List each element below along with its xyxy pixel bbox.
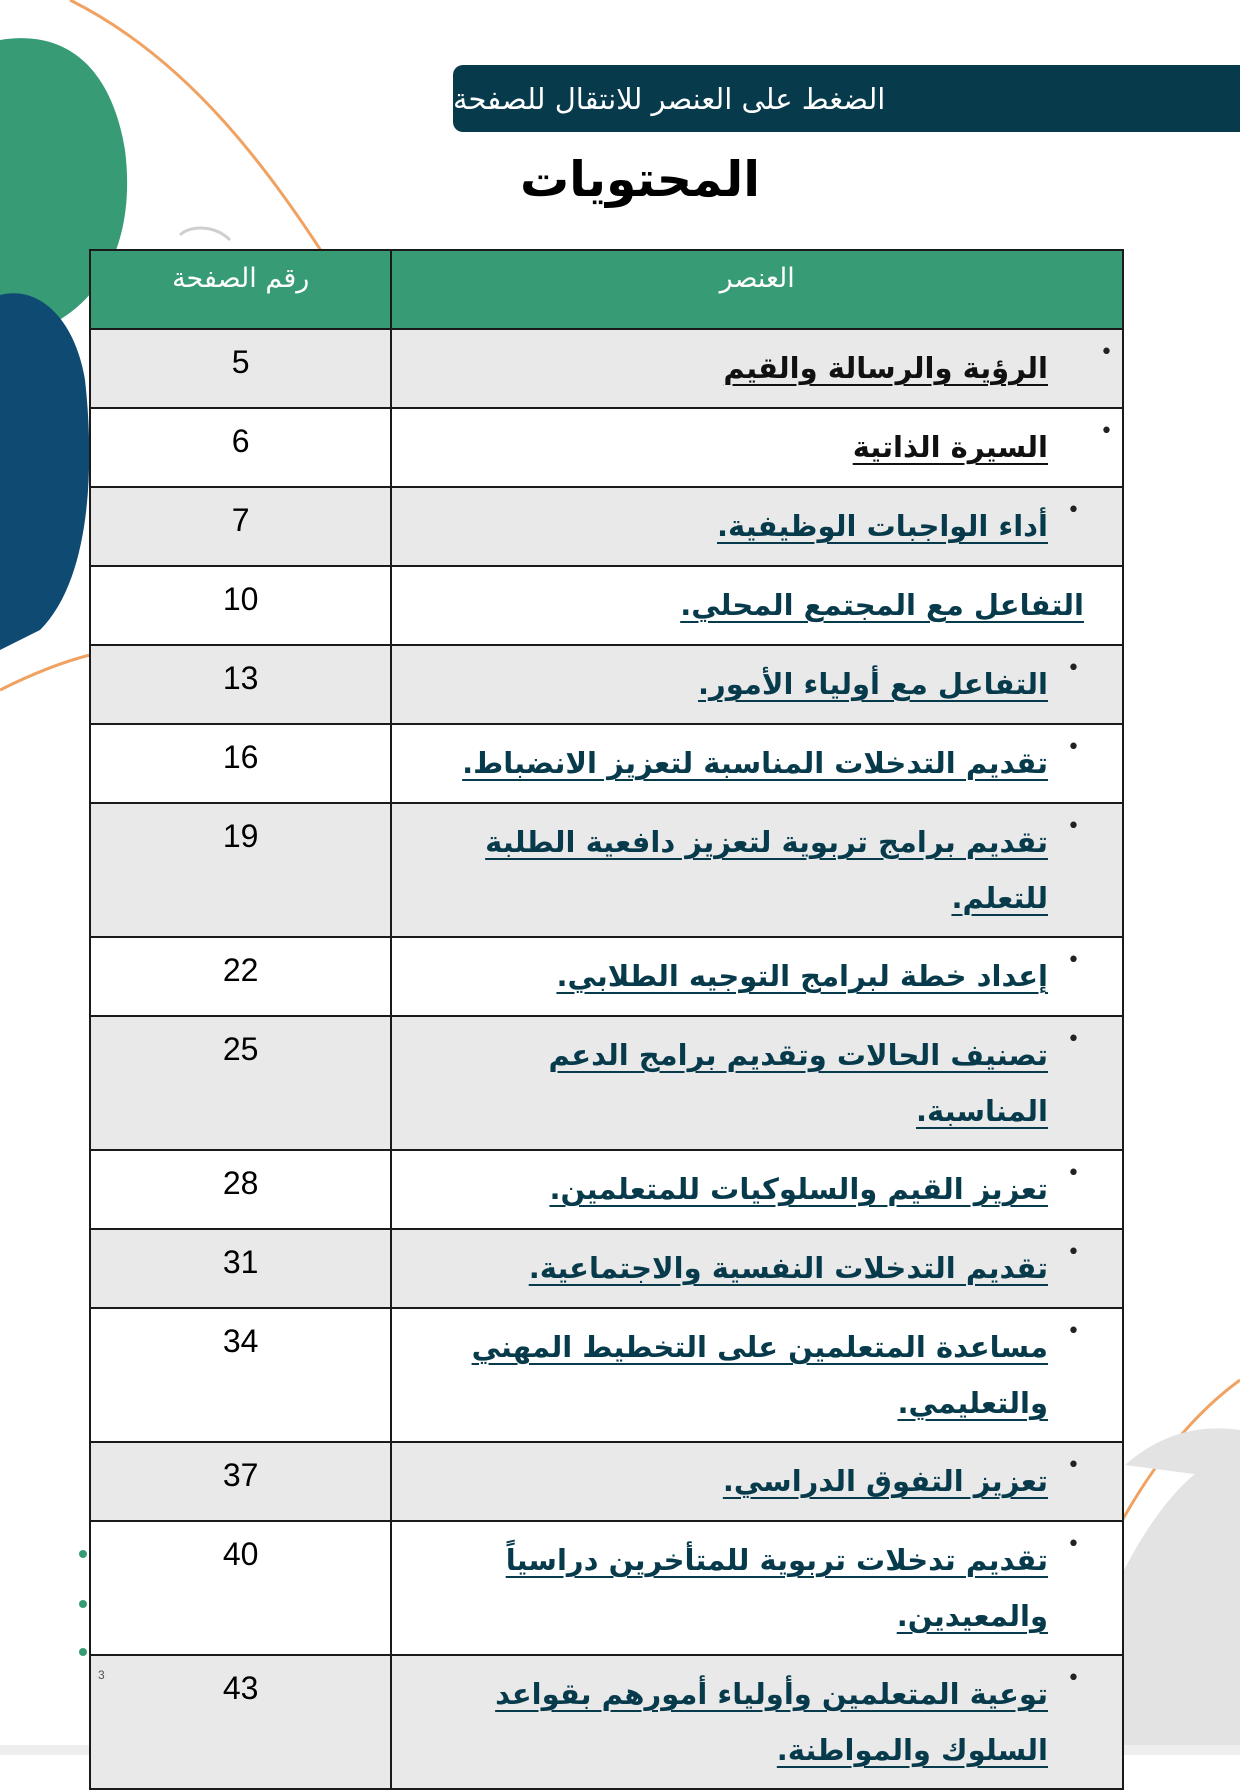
toc-entry-link[interactable] (432, 735, 1048, 791)
table-row (90, 1308, 1123, 1442)
bullet-icon: • (1067, 735, 1080, 760)
table-row (90, 1229, 1123, 1308)
toc-entry-label: الرؤية والرسالة والقيم (723, 351, 1048, 385)
toc-entry-link[interactable] (432, 419, 1048, 475)
toc-item-cell (391, 566, 1123, 645)
table-row (90, 566, 1123, 645)
table-of-contents (89, 249, 1124, 1790)
bullet-icon: • (1067, 656, 1080, 681)
bullet-icon: • (1100, 419, 1113, 444)
toc-entry-link[interactable] (432, 948, 1048, 1004)
navigation-hint-text: الضغط على العنصر للانتقال للصفحة (453, 81, 886, 116)
toc-item-cell (391, 1229, 1123, 1308)
toc-page-number[interactable]: 25 (90, 1016, 391, 1150)
toc-entry-label: تقديم تدخلات تربوية للمتأخرين دراسياً والمعيدين. (505, 1543, 1048, 1633)
table-row (90, 1655, 1123, 1789)
toc-entry (432, 814, 1080, 926)
toc-page-number[interactable]: 5 (90, 329, 391, 408)
toc-entry-label: التفاعل مع المجتمع المحلي. (680, 588, 1084, 622)
toc-entry-link[interactable] (432, 577, 1084, 633)
table-row (90, 937, 1123, 1016)
toc-entry (432, 498, 1080, 554)
toc-entry-label: تقديم التدخلات النفسية والاجتماعية. (528, 1251, 1048, 1285)
table-row (90, 1150, 1123, 1229)
toc-entry (432, 419, 1113, 475)
bullet-icon: • (1067, 1240, 1080, 1265)
toc-item-cell (391, 1655, 1123, 1789)
toc-entry-link[interactable] (432, 656, 1048, 712)
toc-entry-link[interactable] (432, 1532, 1048, 1644)
bullet-icon: • (1067, 498, 1080, 523)
bullet-icon: • (1067, 814, 1080, 839)
toc-entry-link[interactable] (432, 1453, 1048, 1509)
toc-item-cell (391, 487, 1123, 566)
header-item: العنصر (391, 250, 1123, 329)
toc-entry-label: أداء الواجبات الوظيفية. (717, 509, 1048, 543)
toc-item-cell (391, 1308, 1123, 1442)
toc-entry (432, 340, 1113, 396)
toc-item-cell (391, 1521, 1123, 1655)
header-page-number: رقم الصفحة (90, 250, 391, 329)
toc-entry (432, 1532, 1080, 1644)
toc-entry (432, 656, 1080, 712)
toc-entry-label: توعية المتعلمين وأولياء أمورهم بقواعد السلوك والمواطنة. (495, 1677, 1048, 1767)
toc-entry (432, 735, 1080, 791)
toc-item-cell (391, 1016, 1123, 1150)
bullet-icon: • (1067, 948, 1080, 973)
bullet-icon: • (1067, 1161, 1080, 1186)
toc-page-number[interactable]: 13 (90, 645, 391, 724)
bullet-icon: • (1067, 1453, 1080, 1478)
toc-entry (432, 948, 1080, 1004)
bullet-icon: • (1067, 1666, 1080, 1691)
toc-entry (432, 1666, 1080, 1778)
toc-page-number[interactable]: 16 (90, 724, 391, 803)
toc-entry-link[interactable] (432, 1666, 1048, 1778)
toc-item-cell (391, 724, 1123, 803)
bullet-icon: • (1100, 340, 1113, 365)
table-row (90, 329, 1123, 408)
toc-item-cell (391, 329, 1123, 408)
table-row (90, 408, 1123, 487)
toc-entry (432, 1453, 1080, 1509)
toc-entry-link[interactable] (432, 1161, 1048, 1217)
toc-page-number[interactable]: 10 (90, 566, 391, 645)
toc-page-number[interactable]: 40 (90, 1521, 391, 1655)
toc-body (90, 329, 1123, 1789)
toc-entry (432, 1240, 1080, 1296)
toc-entry-label: تقديم التدخلات المناسبة لتعزيز الانضباط. (462, 746, 1048, 780)
table-row (90, 1016, 1123, 1150)
toc-entry (432, 1027, 1080, 1139)
toc-entry-label: مساعدة المتعلمين على التخطيط المهني والتعليمي. (471, 1330, 1048, 1420)
table-row (90, 645, 1123, 724)
navigation-hint-banner (453, 65, 1240, 132)
bullet-icon: • (1067, 1027, 1080, 1052)
toc-entry (432, 577, 1084, 633)
toc-page-number[interactable]: 19 (90, 803, 391, 937)
toc-item-cell (391, 408, 1123, 487)
toc-page-number[interactable]: 7 (90, 487, 391, 566)
bullet-icon: • (1067, 1532, 1080, 1557)
table-row (90, 1442, 1123, 1521)
toc-page-number[interactable]: 43 (90, 1655, 391, 1789)
toc-page-number[interactable]: 34 (90, 1308, 391, 1442)
table-row (90, 1521, 1123, 1655)
page-number: 3 (98, 1668, 105, 1682)
table-row (90, 487, 1123, 566)
toc-entry-link[interactable] (432, 1319, 1048, 1431)
toc-item-cell (391, 645, 1123, 724)
table-row (90, 803, 1123, 937)
bullet-icon: • (1067, 1319, 1080, 1344)
toc-entry-label: تقديم برامج تربوية لتعزيز دافعية الطلبة للتعلم. (485, 825, 1048, 915)
toc-entry-label: تصنيف الحالات وتقديم برامج الدعم المناسبة. (548, 1038, 1048, 1128)
toc-page-number[interactable]: 6 (90, 408, 391, 487)
toc-entry-link[interactable] (432, 814, 1048, 926)
toc-entry-label: إعداد خطة لبرامج التوجيه الطلابي. (556, 959, 1048, 993)
toc-entry-link[interactable] (432, 1027, 1048, 1139)
toc-entry-label: السيرة الذاتية (852, 430, 1048, 464)
toc-entry-link[interactable] (432, 1240, 1048, 1296)
toc-entry-label: التفاعل مع أولياء الأمور. (698, 667, 1048, 701)
toc-item-cell (391, 1442, 1123, 1521)
toc-item-cell (391, 1150, 1123, 1229)
toc-entry-label: تعزيز التفوق الدراسي. (722, 1464, 1048, 1498)
toc-page-number[interactable]: 28 (90, 1150, 391, 1229)
toc-item-cell (391, 937, 1123, 1016)
toc-entry-link[interactable] (432, 340, 1048, 396)
toc-entry-label: تعزيز القيم والسلوكيات للمتعلمين. (549, 1172, 1048, 1206)
toc-page-number[interactable]: 22 (90, 937, 391, 1016)
toc-page-number[interactable]: 37 (90, 1442, 391, 1521)
toc-entry (432, 1161, 1080, 1217)
table-header-row (90, 250, 1123, 329)
toc-item-cell (391, 803, 1123, 937)
toc-entry (432, 1319, 1080, 1431)
toc-page-number[interactable]: 31 (90, 1229, 391, 1308)
page-title: المحتويات (519, 151, 761, 208)
toc-entry-link[interactable] (432, 498, 1048, 554)
table-row (90, 724, 1123, 803)
